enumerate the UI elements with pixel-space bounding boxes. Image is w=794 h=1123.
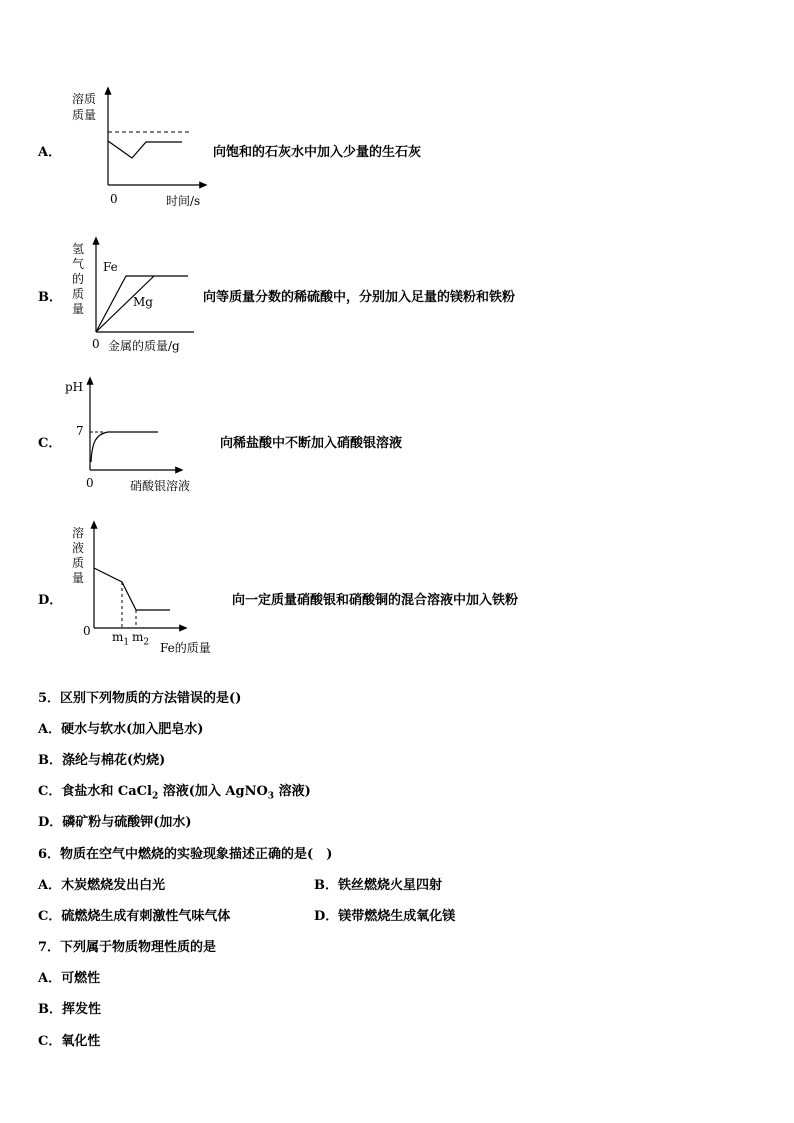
option-a-description: 向饱和的石灰水中加入少量的生石灰	[213, 145, 422, 160]
graph-a-ylabel-line2: 质量	[72, 108, 97, 122]
q5-option-c-sub1: 2	[151, 791, 159, 802]
q7-option-c: C．氧化性	[38, 1034, 101, 1049]
graph-b-ylabel-char: 氢	[72, 242, 85, 256]
graph-b-ylabel-char: 量	[72, 302, 85, 316]
q7-stem: 7．下列属于物质物理性质的是	[38, 940, 217, 955]
graph-c-xlabel: 硝酸银溶液	[130, 479, 191, 493]
graph-d-m2-letter: m	[132, 630, 144, 644]
graph-d-xlabel: Fe的质量	[160, 641, 211, 655]
graph-b-origin: 0	[92, 337, 100, 351]
q5-option-b: B．涤纶与棉花(灼烧)	[38, 753, 166, 768]
option-a-letter: A．	[38, 145, 62, 160]
graph-a-origin: 0	[110, 192, 118, 206]
graph-d-ylabel-char: 质	[72, 556, 85, 570]
graph-b-ylabel-char: 的	[72, 272, 85, 286]
q6-option-c: C．硫燃烧生成有刺激性气味气体	[38, 909, 231, 924]
q5-option-c	[38, 780, 311, 802]
graph-b-ylabel	[72, 242, 88, 317]
graph-c-origin: 0	[86, 476, 94, 490]
graph-d-m1-letter: m	[112, 630, 124, 644]
option-c-description: 向稀盐酸中不断加入硝酸银溶液	[220, 436, 403, 451]
q5-option-c-sub2: 3	[267, 791, 275, 802]
option-c-letter: C．	[38, 436, 62, 451]
graph-a-plot	[100, 86, 210, 192]
graph-a-xlabel: 时间/s	[166, 194, 201, 208]
q6-option-d: D．镁带燃烧生成氧化镁	[314, 909, 456, 924]
option-d-description: 向一定质量硝酸银和硝酸铜的混合溶液中加入铁粉	[232, 593, 519, 608]
q5-option-d: D．磷矿粉与硫酸钾(加水)	[38, 815, 192, 830]
graph-d-origin: 0	[83, 624, 91, 638]
q7-option-a: A．可燃性	[38, 971, 101, 986]
graph-d-m1-label	[112, 630, 129, 647]
graph-b-ylabel-char: 质	[72, 287, 85, 301]
graph-b-xlabel: 金属的质量/g	[108, 339, 180, 353]
graph-c-plot	[82, 376, 186, 476]
q5-option-c-part1: C．食盐水和 CaCl	[38, 784, 152, 799]
graph-c-ylabel: pH	[65, 380, 84, 394]
graph-c-curve	[91, 432, 158, 462]
q5-option-a: A．硬水与软水(加入肥皂水)	[38, 722, 204, 737]
graph-b-label-mg: Mg	[133, 295, 153, 309]
option-d-letter: D．	[38, 593, 63, 608]
q6-stem: 6．物质在空气中燃烧的实验现象描述正确的是( )	[38, 847, 333, 862]
q6-option-a: A．木炭燃烧发出白光	[38, 878, 166, 893]
graph-b-plot	[88, 236, 198, 336]
graph-d-m2-label	[132, 630, 149, 647]
graph-a-ylabel-line1: 溶质	[72, 92, 97, 106]
q5-option-c-part3: 溶液)	[274, 784, 311, 799]
option-b-letter: B．	[38, 290, 62, 305]
graph-c-tick-7: 7	[76, 424, 84, 438]
graph-d-ylabel-char: 量	[72, 571, 85, 585]
graph-d-plot	[86, 520, 190, 634]
q5-stem: 5．区别下列物质的方法错误的是()	[38, 691, 242, 706]
q5-option-c-part2: 溶液(加入 AgNO	[158, 784, 268, 799]
graph-d-m2-sub: 2	[143, 637, 150, 648]
q7-option-b: B．挥发性	[38, 1002, 101, 1017]
graph-b-ylabel-char: 气	[72, 257, 85, 271]
graph-d-m1-sub: 1	[123, 637, 130, 648]
graph-d-ylabel-char: 溶	[72, 526, 85, 540]
graph-a-curve	[108, 141, 182, 158]
graph-b-label-fe: Fe	[103, 260, 118, 274]
graph-d-ylabel-char: 液	[72, 541, 85, 555]
graph-d-curve	[94, 568, 170, 610]
option-b-description: 向等质量分数的稀硫酸中，分别加入足量的镁粉和铁粉	[203, 290, 516, 305]
q6-option-b: B．铁丝燃烧火星四射	[314, 878, 442, 893]
